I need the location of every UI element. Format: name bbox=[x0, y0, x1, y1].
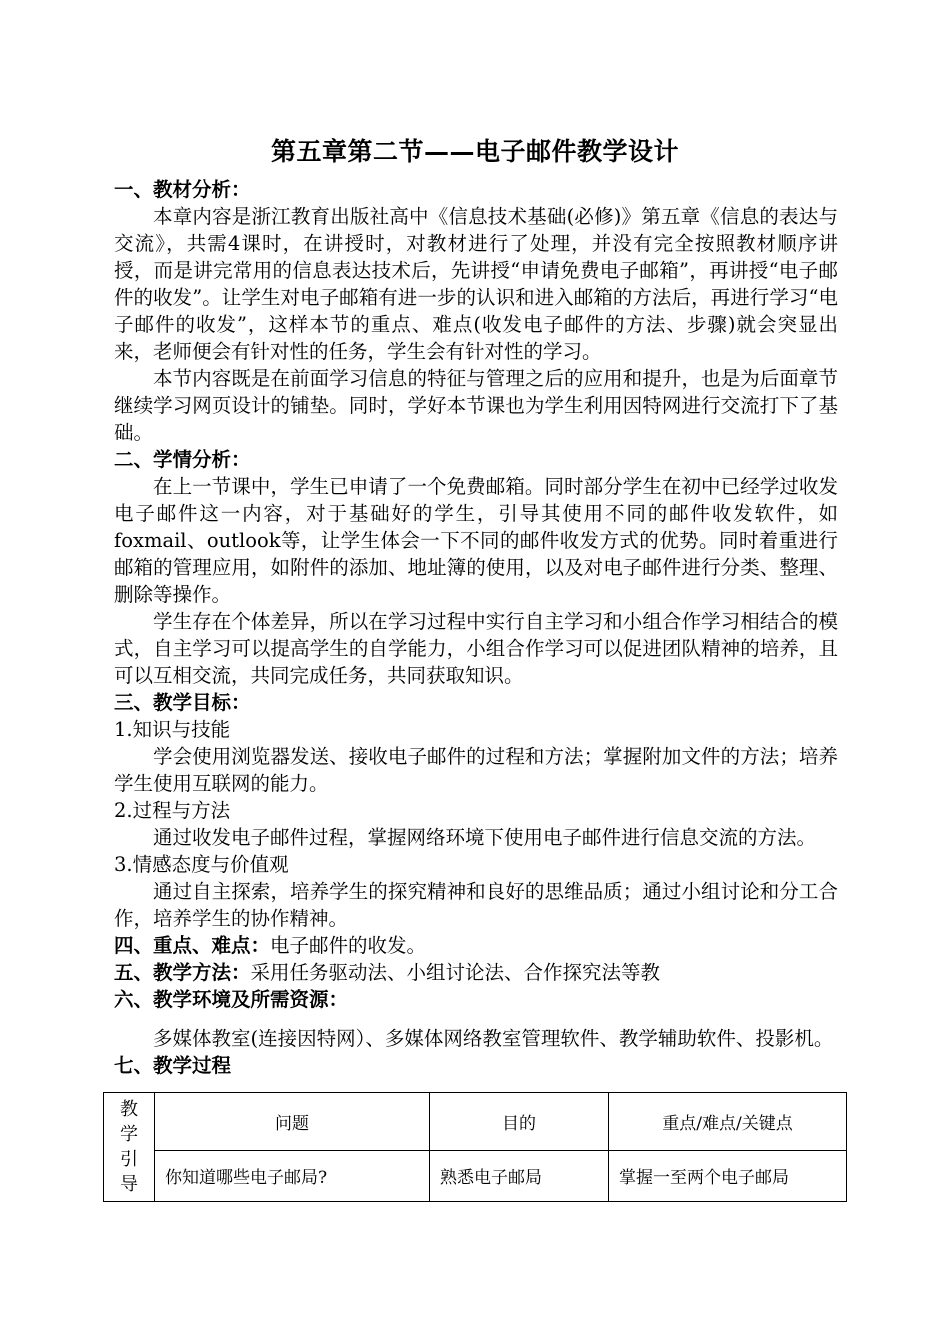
table-side-label bbox=[104, 1093, 155, 1202]
page-title: 第五章第二节——电子邮件教学设计 bbox=[270, 137, 679, 166]
section-1-heading: 一、教材分析： bbox=[114, 178, 251, 201]
section-5-text: 采用任务驱动法、小组讨论法、合作探究法等教 bbox=[250, 961, 661, 984]
table-row bbox=[104, 1150, 847, 1201]
document-body bbox=[114, 176, 838, 1079]
header-question: 问题 bbox=[155, 1093, 430, 1151]
cell-purpose: 熟悉电子邮局 bbox=[430, 1150, 609, 1201]
section-4-heading: 四、重点、难点： bbox=[114, 934, 271, 957]
goal-2-title: 2.过程与方法 bbox=[114, 799, 231, 822]
spacer bbox=[114, 1013, 838, 1025]
header-purpose: 目的 bbox=[430, 1093, 609, 1151]
section-6-text: 多媒体教室(连接因特网）、多媒体网络教室管理软件、教学辅助软件、投影机。 bbox=[153, 1027, 834, 1050]
goal-2-text: 通过收发电子邮件过程，掌握网络环境下使用电子邮件进行信息交流的方法。 bbox=[153, 826, 817, 849]
section-2-paragraph-1: 在上一节课中，学生已申请了一个免费邮箱。同时部分学生在初中已经学过收发电子邮件这一内容，对于基础好的学生，引导其使用不同的邮件收发软件，如foxmail、outlook等，让学生体会一下不同的邮件收发方式的优势。同时着重进行邮箱的管理应用，如附件的添加、地址簿的使用，以及对电子邮件进行分类、整理、删除等操作。 bbox=[114, 475, 838, 606]
cell-question: 你知道哪些电子邮局? bbox=[155, 1150, 430, 1201]
section-5-heading: 五、教学方法： bbox=[114, 961, 251, 984]
header-keypoints: 重点/难点/关键点 bbox=[609, 1093, 847, 1151]
table-header-row bbox=[104, 1093, 847, 1151]
section-2-paragraph-2: 学生存在个体差异，所以在学习过程中实行自主学习和小组合作学习相结合的模式，自主学习可以提高学生的自学能力，小组合作学习可以促进团队精神的培养，且可以互相交流，共同完成任务，共同获取知识。 bbox=[114, 610, 838, 687]
section-6-heading: 六、教学环境及所需资源： bbox=[114, 988, 349, 1011]
section-4 bbox=[114, 932, 838, 959]
goal-3-title: 3.情感态度与价值观 bbox=[114, 853, 289, 876]
side-label-text: 教学引导 bbox=[119, 1099, 138, 1195]
section-3-heading: 三、教学目标： bbox=[114, 691, 251, 714]
goal-3-text: 通过自主探索，培养学生的探究精神和良好的思维品质；通过小组讨论和分工合作，培养学生的协作精神。 bbox=[114, 880, 838, 930]
cell-keypoints: 掌握一至两个电子邮局 bbox=[609, 1150, 847, 1201]
section-4-text: 电子邮件的收发。 bbox=[270, 934, 427, 957]
section-1-paragraph-1: 本章内容是浙江教育出版社高中《信息技术基础(必修)》第五章《信息的表达与交流》，共需4课时，在讲授时，对教材进行了处理，并没有完全按照教材顺序讲授，而是讲完常用的信息表达技术后，先讲授“申请免费电子邮箱”，再讲授“电子邮件的收发”。让学生对电子邮箱有进一步的认识和进入邮箱的方法后，再进行学习“电子邮件的收发”，这样本节的重点、难点(收发电子邮件的方法、步骤)就会突显出来，老师便会有针对性的任务，学生会有针对性的学习。 bbox=[114, 205, 838, 363]
teaching-process-table bbox=[103, 1092, 847, 1202]
section-5 bbox=[114, 959, 838, 986]
section-2-heading: 二、学情分析： bbox=[114, 448, 251, 471]
goal-1-title: 1.知识与技能 bbox=[114, 718, 231, 741]
goal-1-text: 学会使用浏览器发送、接收电子邮件的过程和方法；掌握附加文件的方法；培养学生使用互联网的能力。 bbox=[114, 745, 838, 795]
section-7-heading: 七、教学过程 bbox=[114, 1054, 232, 1077]
section-1-paragraph-2: 本节内容既是在前面学习信息的特征与管理之后的应用和提升，也是为后面章节继续学习网页设计的铺垫。同时，学好本节课也为学生利用因特网进行交流打下了基础。 bbox=[114, 367, 838, 444]
